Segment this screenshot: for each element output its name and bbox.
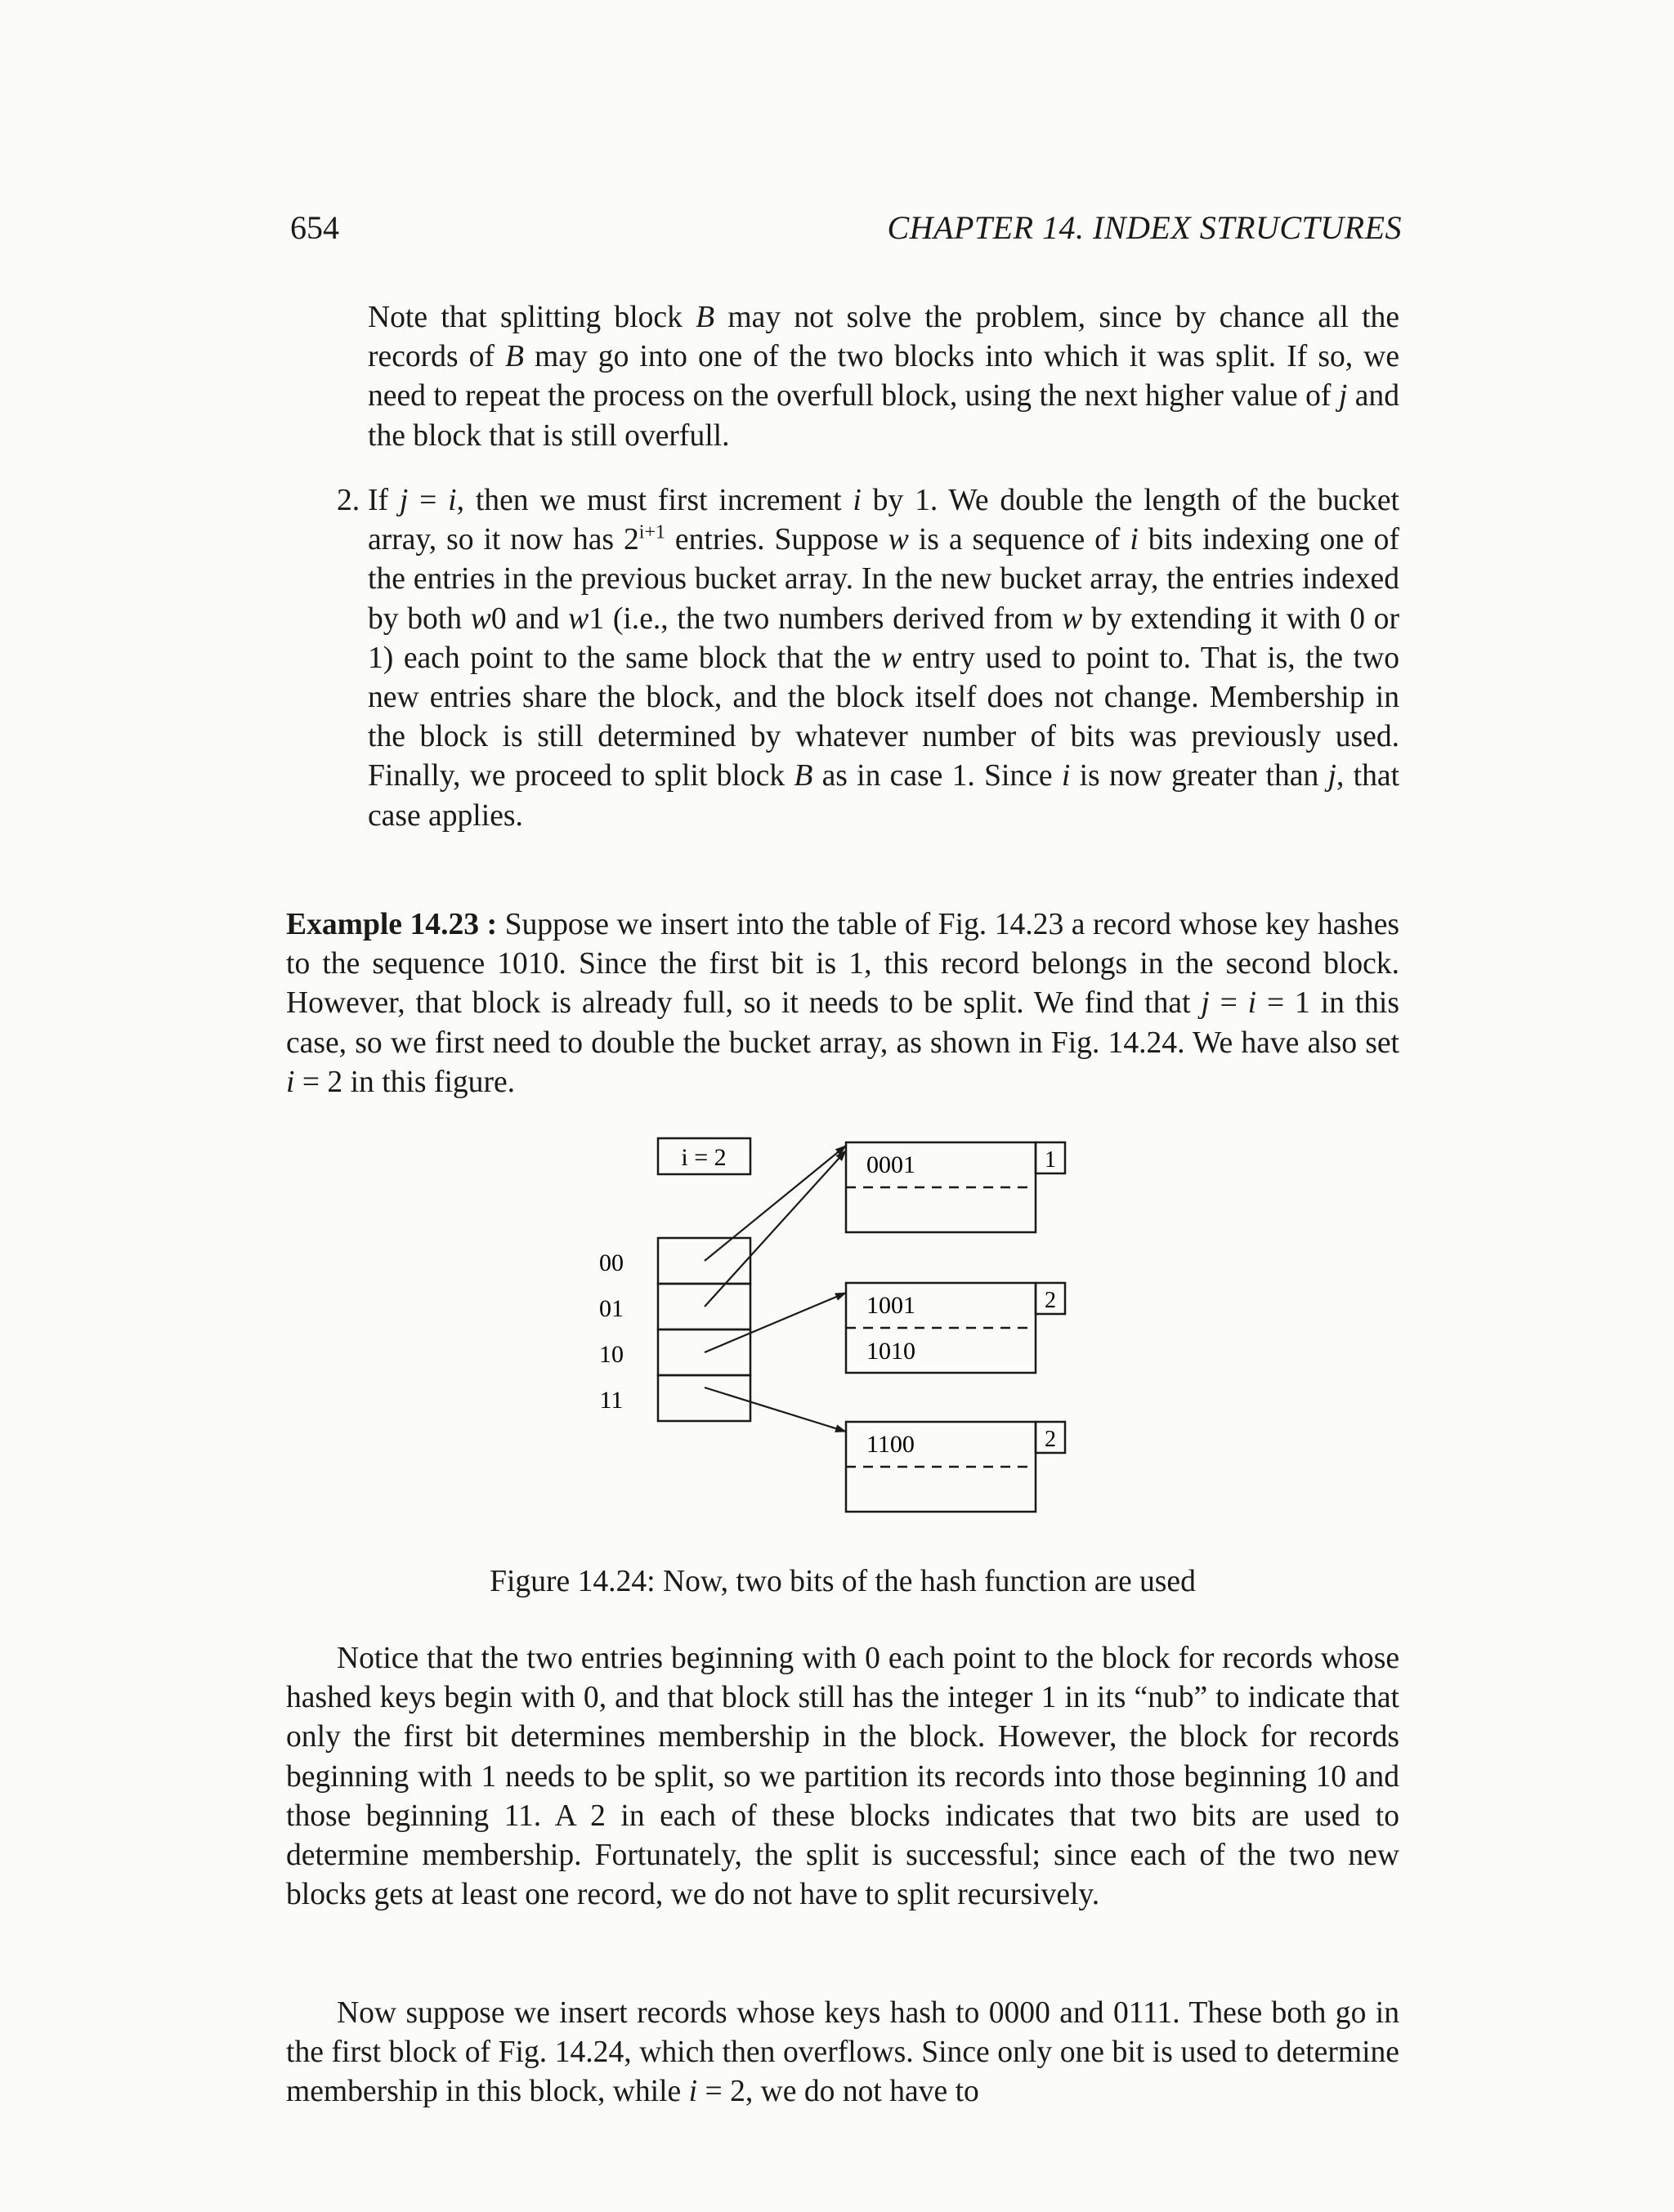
extensible-hash-figure (572, 1128, 1144, 1536)
block-1 (846, 1142, 1065, 1232)
block-1-record-1: 0001 (866, 1151, 915, 1178)
pointer-11 (705, 1388, 846, 1432)
bucket-label-11: 11 (599, 1387, 624, 1414)
block-3-nub: 2 (1045, 1427, 1056, 1452)
chapter-title: CHAPTER 14. INDEX STRUCTURES (887, 209, 1402, 246)
block-2 (846, 1283, 1065, 1373)
bucket-label-00: 00 (599, 1249, 624, 1276)
bucket-label-10: 10 (599, 1341, 624, 1368)
page-number: 654 (290, 209, 339, 246)
paragraph-nub-explanation: Notice that the two entries beginning with 0 each point to the block for records whose hashed keys begin with 0, and that block still has the integer 1 in its “nub” to indicate that only the first bit determines membership in the block. However, the block for records beginning with 1 needs to be split, so we partition its records into those beginning 10 and those beginning 11. A 2 in each of these blocks indicates that two bits are used to determine membership. Fortunately, the split is successful; since each of the two new blocks gets at least one record, we do not have to split recursively. (286, 1642, 1399, 1912)
bucket-cell-10 (658, 1329, 750, 1375)
bucket-array (658, 1238, 750, 1421)
block-1-nub: 1 (1045, 1147, 1056, 1173)
block-2-nub: 2 (1045, 1288, 1056, 1313)
bucket-cell-01 (658, 1284, 750, 1329)
pointer-10 (705, 1293, 846, 1352)
paragraph-insert-more: Now suppose we insert records whose keys hash to 0000 and 0111. These both go in the first block of Fig. 14.24, which then overflows. Since only one bit is used to determine membership in this block, while i = 2, we do not have to (286, 1996, 1399, 2109)
bucket-cell-00 (658, 1238, 750, 1284)
block-2-record-2: 1010 (866, 1338, 915, 1365)
paragraph-splitting-note: Note that splitting block B may not solve the problem, since by chance all the records of B may go into one of the two blocks into which it was split. If so, we need to repeat the process on the overfull block, using the next higher value of j and the block that is still overfull. (368, 301, 1400, 453)
global-depth-label: i = 2 (681, 1144, 727, 1171)
list-number: 2. (337, 484, 360, 517)
example-14-23: Example 14.23 : Suppose we insert into the table of Fig. 14.23 a record whose key hashes to the sequence 1010. Since the first bit is 1, this record belongs in the second block. However, that block is already full, so it needs to be split. We find that j = i = 1 in this case, so we first need to double the bucket array, as shown in Fig. 14.24. We have also set i = 2 in this figure. (286, 908, 1400, 1099)
block-2-record-1: 1001 (866, 1292, 915, 1319)
block-3-record-1: 1100 (866, 1431, 915, 1458)
figure-caption: Figure 14.24: Now, two bits of the hash function are used (490, 1565, 1196, 1598)
list-item-case-2: 2. If j = i, then we must first increment i by 1. We double the length of the bucket array, so it now has $2^{i+1}$ entries. Suppose w is a sequence of i bits indexing one of the entries in the previous bucket array. In the new bucket array, the entries indexed by both w0 and w1 (i.e., the two numbers derived from w by extending it with 0 or 1) each point to the same block that the w entry used to point to. That is, the two new entries share the block, and the block itself does not change. Membership in the block is still determined by whatever number of bits was previously used. Finally, we proceed to split block B as in case 1. Since i is now greater than j, that case applies. (337, 481, 1399, 836)
bucket-label-01: 01 (599, 1295, 624, 1322)
example-label: Example 14.23 : (286, 908, 498, 941)
block-3 (846, 1422, 1065, 1512)
